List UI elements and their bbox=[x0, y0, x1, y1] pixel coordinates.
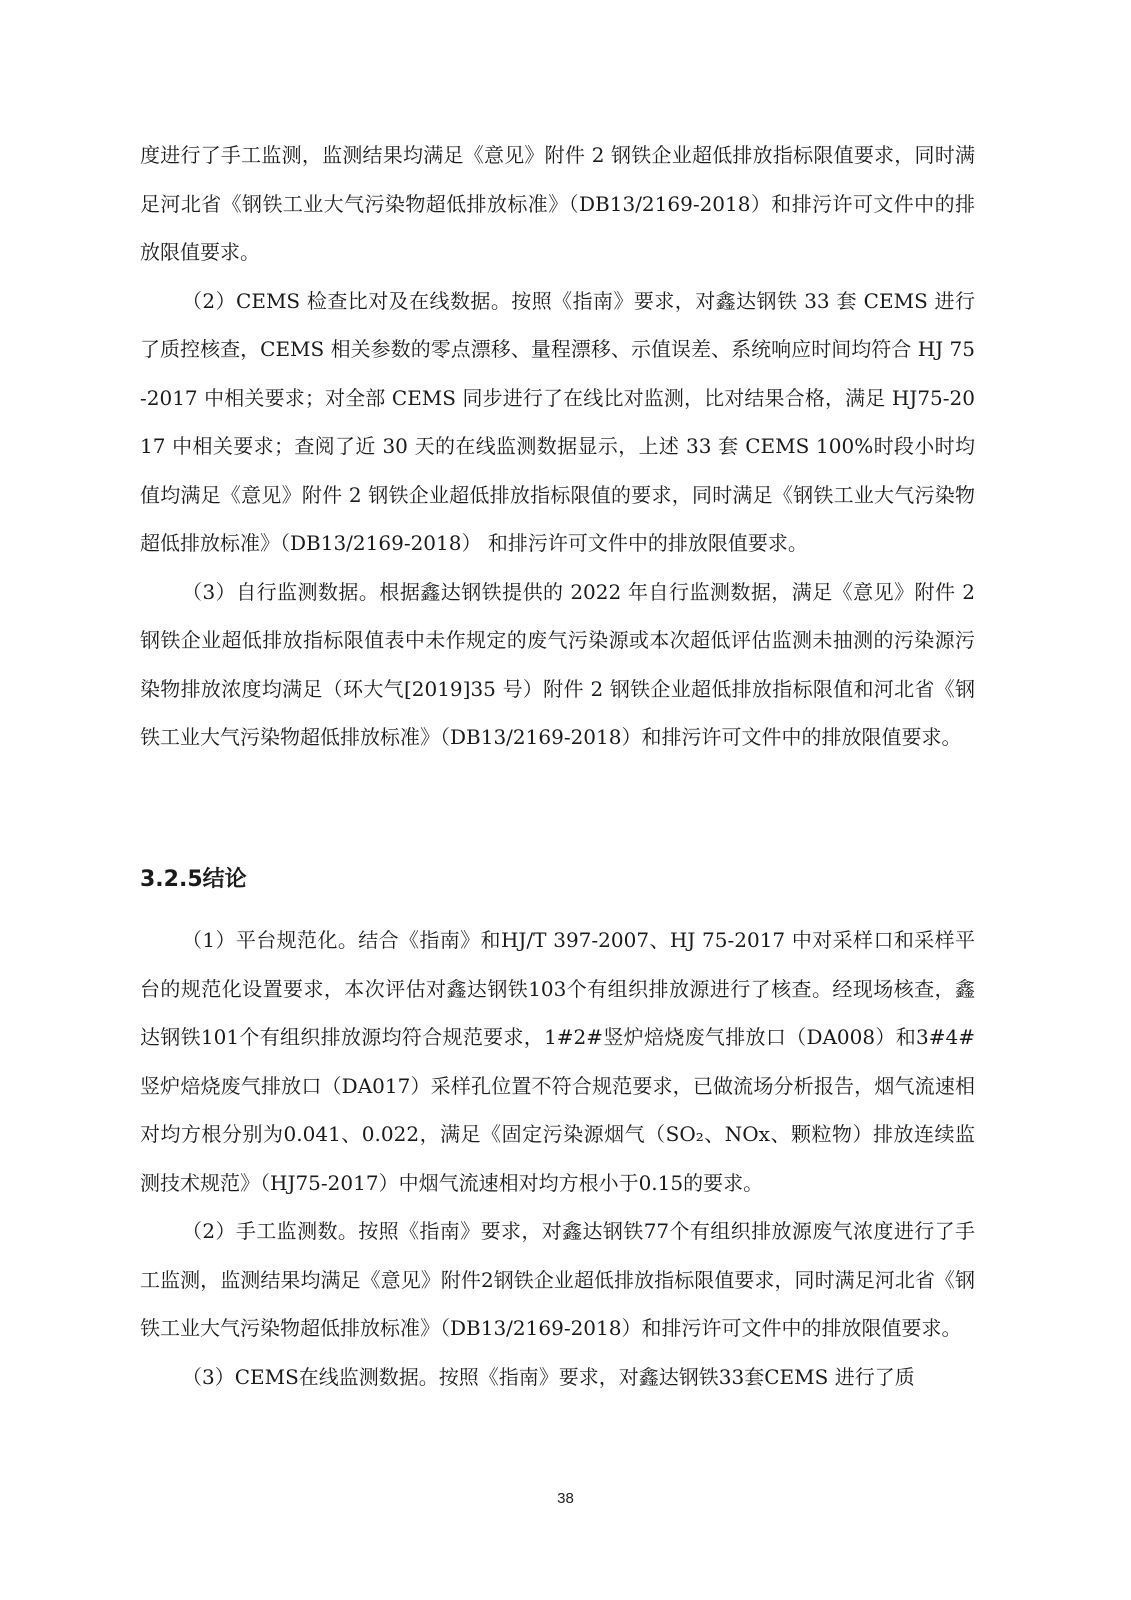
body-text-conclusion bbox=[140, 916, 975, 1401]
body-text-top bbox=[140, 131, 975, 762]
conclusion-platform: （1）平台规范化。结合《指南》和HJ/T 397-2007、HJ 75-2017 中对采样口和采样平台的规范化设置要求，本次评估对鑫达钢铁103个有组织排放源进行了核查。经现场核查，鑫达钢铁101个有组织排放源均符合规范要求，1#2#竖炉焙烧废气排放口（DA008）和3#4#竖炉焙烧废气排放口（DA017）采样孔位置不符合规范要求，已做流场分析报告，烟气流速相对均方根分别为0.041、0.022，满足《固定污染源烟气（SO₂、NOx、颗粒物）排放连续监测技术规范》（HJ75-2017）中烟气流速相对均方根小于0.15的要求。 bbox=[140, 928, 975, 1195]
conclusion-cems: （3）CEMS在线监测数据。按照《指南》要求，对鑫达钢铁33套CEMS 进行了质 bbox=[182, 1364, 915, 1389]
paragraph-cems-check: （2）CEMS 检查比对及在线数据。按照《指南》要求，对鑫达钢铁 33 套 CEMS 进行了质控核查，CEMS 相关参数的零点漂移、量程漂移、示值误差、系统响应时间均符合 HJ 75-2017 中相关要求；对全部 CEMS 同步进行了在线比对监测，比对结果合格，满足 HJ75-2017 中相关要求；查阅了近 30 天的在线监测数据显示，上述 33 套 CEMS 100%时段小时均值均满足《意见》附件 2 钢铁企业超低排放指标限值的要求，同时满足《钢铁工业大气污染物超低排放标准》（DB13/2169-2018） 和排污许可文件中的排放限值要求。 bbox=[140, 288, 975, 555]
conclusion-manual: （2）手工监测数。按照《指南》要求，对鑫达钢铁77个有组织排放源废气浓度进行了手工监测，监测结果均满足《意见》附件2钢铁企业超低排放指标限值要求，同时满足河北省《钢铁工业大气污染物超低排放标准》（DB13/2169-2018）和排污许可文件中的排放限值要求。 bbox=[140, 1219, 975, 1340]
paragraph-self-monitoring: （3）自行监测数据。根据鑫达钢铁提供的 2022 年自行监测数据，满足《意见》附件 2 钢铁企业超低排放指标限值表中未作规定的废气污染源或本次超低评估监测未抽测的污染源污染物排放浓度均满足（环大气[2019]35 号）附件 2 钢铁企业超低排放指标限值和河北省《钢铁工业大气污染物超低排放标准》（DB13/2169-2018）和排污许可文件中的排放限值要求。 bbox=[140, 579, 975, 749]
section-heading: 3.2.5结论 bbox=[140, 867, 247, 892]
continued-paragraph: 度进行了手工监测，监测结果均满足《意见》附件 2 钢铁企业超低排放指标限值要求，同时满足河北省《钢铁工业大气污染物超低排放标准》（DB13/2169-2018）和排污许可文件中的排放限值要求。 bbox=[140, 143, 975, 264]
page-number: 38 bbox=[557, 1490, 574, 1507]
